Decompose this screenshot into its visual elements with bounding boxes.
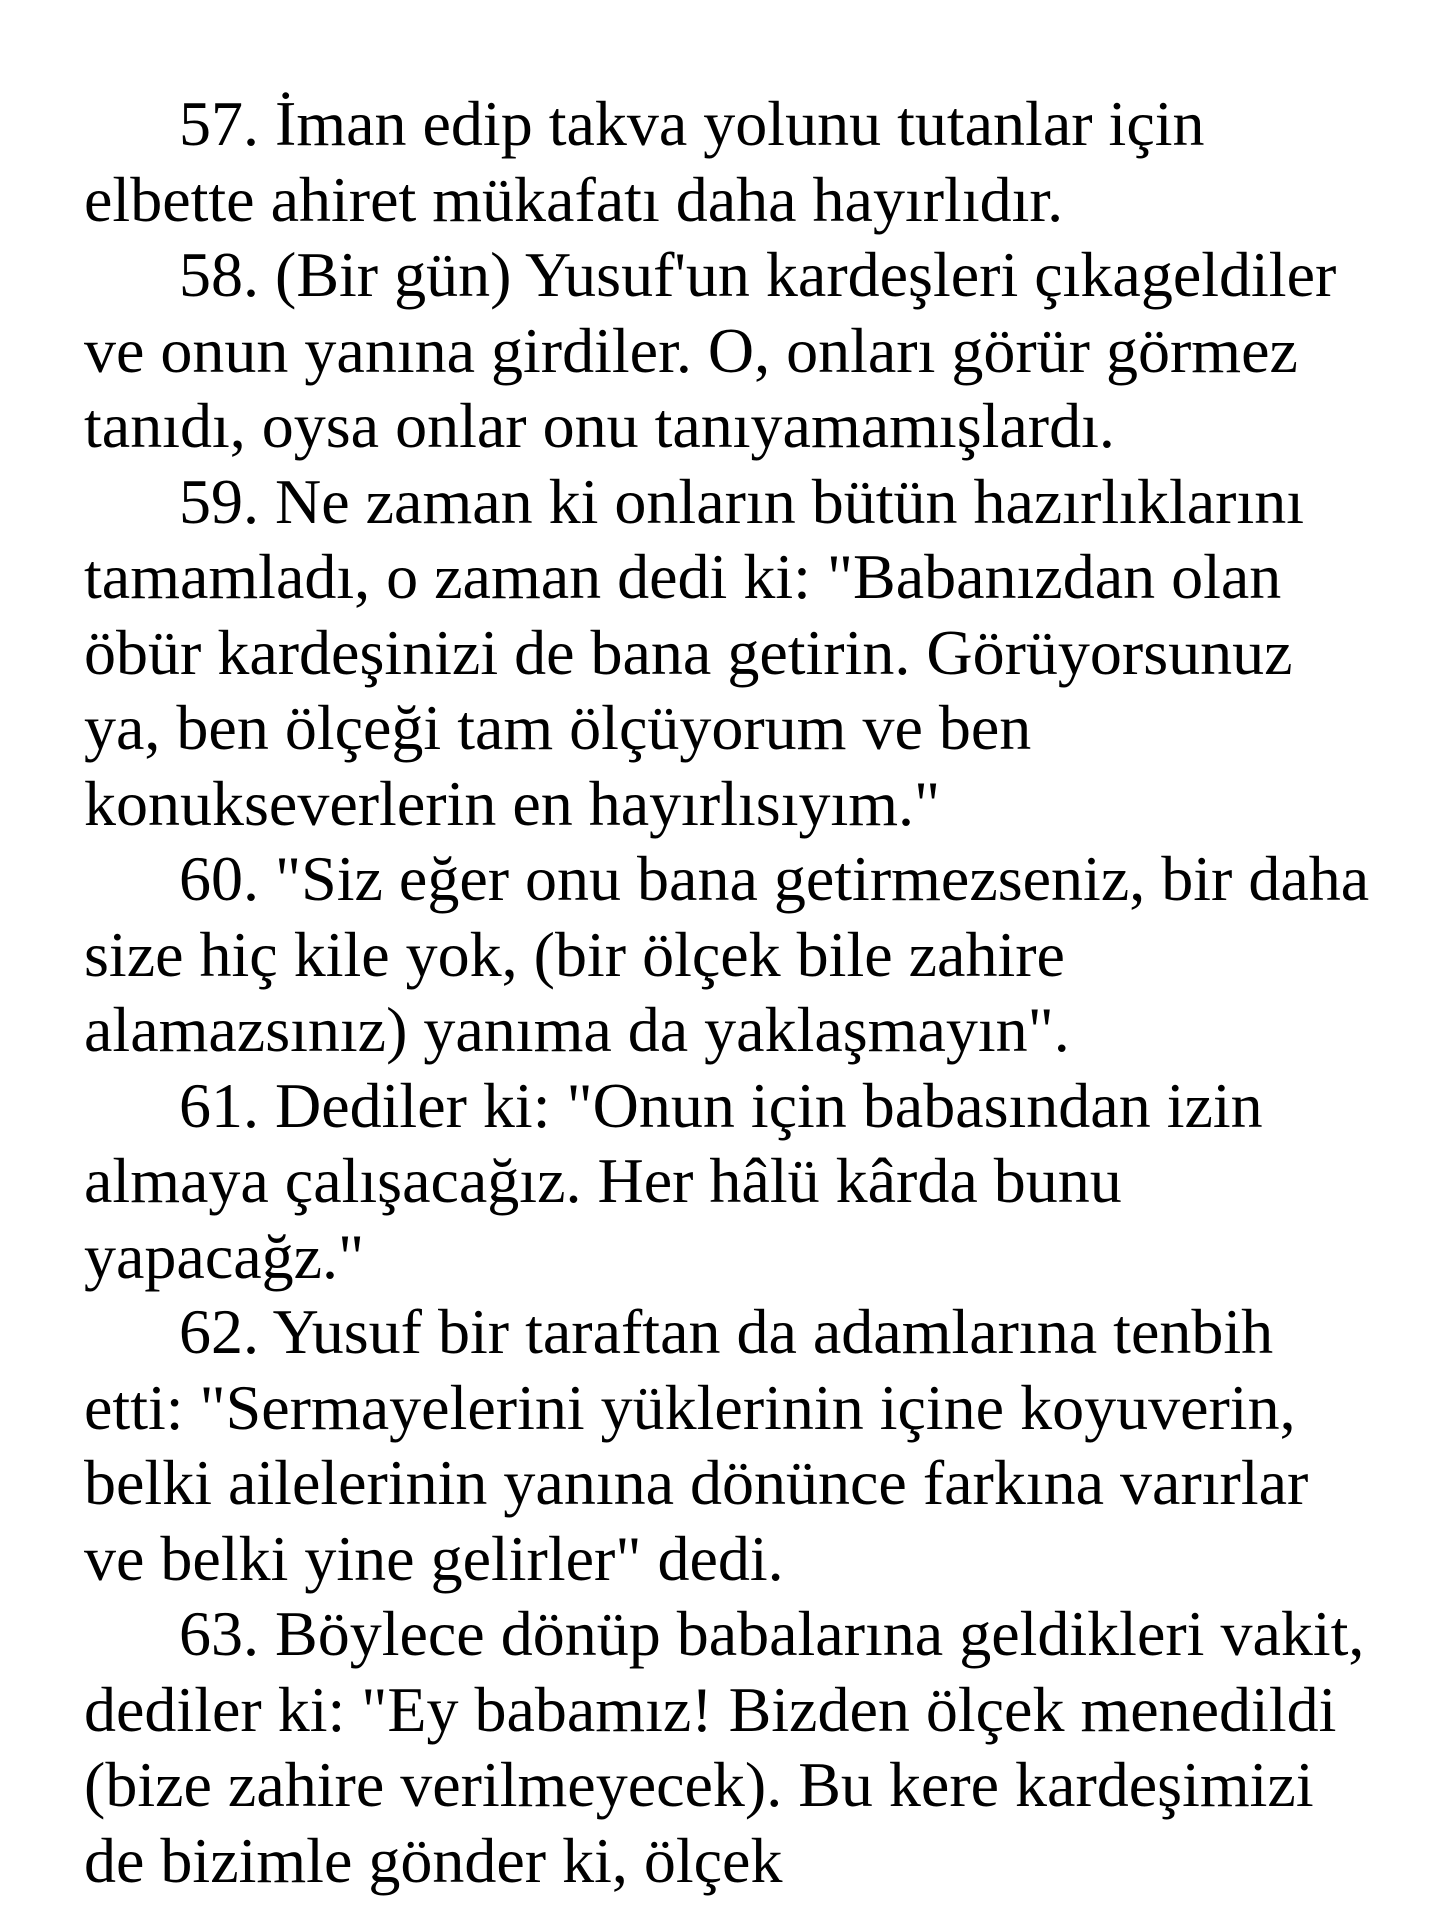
verse-63: 63. Böylece dönüp babalarına geldikleri vakit, dediler ki: "Ey babamız! Bizden ölçek menedildi (bize zahire verilmeyecek). Bu kere kardeşimizi de bizimle gönder ki, ölçek [84,1598,1365,1896]
verse-58: 58. (Bir gün) Yusuf'un kardeşleri çıkageldiler ve onun yanına girdiler. O, onları görür görmez tanıdı, oysa onlar onu tanıyamamışlardı. [84,239,1337,461]
verse-61: 61. Dediler ki: "Onun için babasından izin almaya çalışacağız. Her hâlü kârda bunu yapacağz." [84,1069,1263,1292]
verse-57: 57. İman edip takva yolunu tutanlar için elbette ahiret mükafatı daha hayırlıdır. [84,88,1205,235]
verse-59: 59. Ne zaman ki onların bütün hazırlıklarını tamamladı, o zaman dedi ki: "Babanızdan olan öbür kardeşinizi de bana getirin. Görüyorsunuz ya, ben ölçeği tam ölçüyorum ve ben konukseverlerin en hayırlısıyım." [84,465,1304,839]
document-page [84,86,1384,1898]
verse-62: 62. Yusuf bir taraftan da adamlarına tenbih etti: "Sermayelerini yüklerinin içine koyuverin, belki ailelerinin yanına dönünce farkına varırlar ve belki yine gelirler" dedi. [84,1296,1309,1594]
verse-60: 60. "Siz eğer onu bana getirmezseniz, bir daha size hiç kile yok, (bir ölçek bile zahire alamazsınız) yanıma da yaklaşmayın". [84,843,1370,1065]
